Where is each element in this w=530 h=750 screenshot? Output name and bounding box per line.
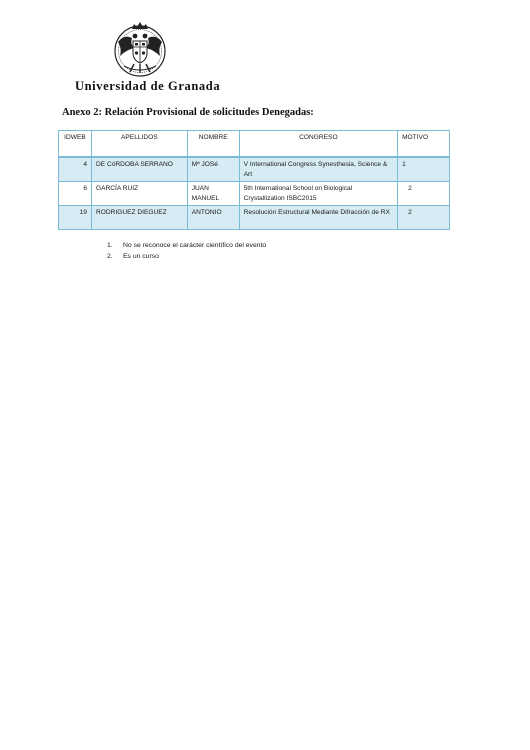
- denied-requests-table: [58, 130, 450, 230]
- reasons-list: [107, 240, 266, 262]
- column-header-motivo: MOTIVO: [398, 131, 450, 158]
- column-header-apellidos: APELLIDOS: [91, 131, 187, 158]
- cell-nombre: JUAN MANUEL: [187, 182, 239, 206]
- reason-item: [107, 251, 266, 262]
- cell-apellidos: DE CóRDOBA SERRANO: [91, 157, 187, 182]
- cell-idweb: 6: [59, 182, 92, 206]
- table-row: [59, 157, 450, 182]
- cell-motivo: 2: [398, 206, 450, 230]
- table-row: [59, 182, 450, 206]
- cell-apellidos: RODRIGUEZ DIEGUEZ: [91, 206, 187, 230]
- reason-item: [107, 240, 266, 251]
- cell-nombre: Mª JOSé: [187, 157, 239, 182]
- reason-number: 2.: [107, 253, 113, 260]
- cell-idweb: 19: [59, 206, 92, 230]
- reason-text: No se reconoce el carácter científico del evento: [123, 242, 267, 249]
- cell-congreso: V International Congress Synesthesia, Science & Art: [239, 157, 397, 182]
- annex-title: Anexo 2: Relación Provisional de solicitudes Denegadas:: [62, 107, 314, 118]
- university-crest-icon: [110, 20, 170, 78]
- reason-number: 1.: [107, 242, 113, 249]
- cell-motivo: 2: [398, 182, 450, 206]
- column-header-idweb: IDWEB: [59, 131, 92, 158]
- column-header-congreso: CONGRESO: [239, 131, 397, 158]
- cell-congreso: 5th International School on Biological Crystallization ISBC2015: [239, 182, 397, 206]
- column-header-nombre: NOMBRE: [187, 131, 239, 158]
- table-row: [59, 206, 450, 230]
- cell-nombre: ANTONIO: [187, 206, 239, 230]
- university-name: Universidad de Granada: [75, 79, 221, 93]
- cell-motivo: 1: [398, 157, 450, 182]
- cell-idweb: 4: [59, 157, 92, 182]
- reason-text: Es un curso: [123, 253, 159, 260]
- table-header-row: [59, 131, 450, 158]
- cell-apellidos: GARCÍA RUIZ: [91, 182, 187, 206]
- cell-congreso: Resolución Estructural Mediante Difracción de RX: [239, 206, 397, 230]
